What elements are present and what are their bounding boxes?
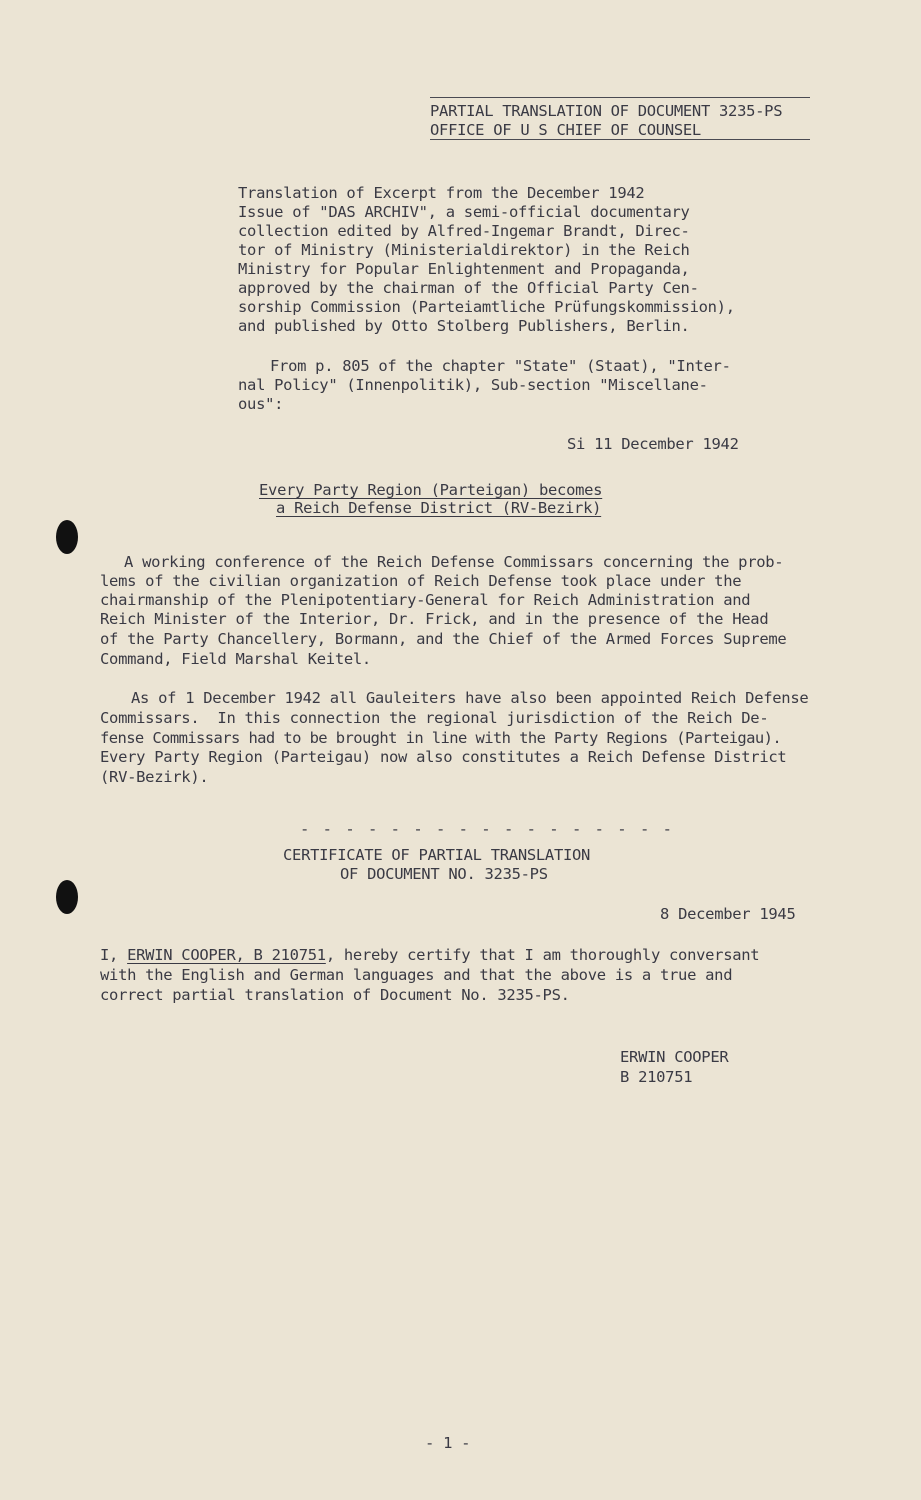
punch-hole-bottom [56, 880, 78, 914]
source-line: nal Policy" (Innenpolitik), Sub-section "Miscellane- [238, 376, 708, 394]
certificate-subtitle: OF DOCUMENT NO. 3235-PS [340, 865, 548, 883]
signature-name: ERWIN COOPER [620, 1048, 729, 1066]
intro-line: tor of Ministry (Ministerialdirektor) in the Reich [238, 241, 690, 259]
page-number: - 1 - [425, 1434, 471, 1452]
source-line: From p. 805 of the chapter "State" (Staat), "Inter- [270, 357, 731, 375]
intro-line: Ministry for Popular Enlightenment and Propaganda, [238, 260, 690, 278]
certificate-line [100, 946, 759, 966]
header-office: OFFICE OF U S CHIEF OF COUNSEL [430, 121, 701, 139]
body-line: Commissars. In this connection the regional jurisdiction of the Reich De- [100, 709, 769, 727]
certificate-line: with the English and German languages and that the above is a true and [100, 966, 733, 984]
certificate-suffix: , hereby certify that I am thoroughly conversant [325, 946, 760, 964]
intro-line: Translation of Excerpt from the December 1942 [238, 184, 645, 202]
body-line: lems of the civilian organization of Reich Defense took place under the [100, 572, 742, 590]
intro-line: approved by the chairman of the Official Party Cen- [238, 279, 699, 297]
header-title: PARTIAL TRANSLATION OF DOCUMENT 3235-PS [430, 102, 783, 120]
separator-dashes: - - - - - - - - - - - - - - - - - [300, 820, 674, 838]
certificate-prefix: I, [100, 946, 128, 964]
header-top-rule [430, 97, 810, 98]
header-bottom-rule [430, 139, 810, 140]
body-line: of the Party Chancellery, Bormann, and the Chief of the Armed Forces Supreme [100, 630, 787, 648]
intro-line: and published by Otto Stolberg Publishers, Berlin. [238, 317, 690, 335]
source-line: ous": [238, 395, 284, 413]
translator-name: ERWIN COOPER, B 210751 [127, 946, 326, 964]
certificate-title: CERTIFICATE OF PARTIAL TRANSLATION [283, 846, 591, 864]
body-line: (RV-Bezirk). [100, 768, 209, 786]
body-line: Command, Field Marshal Keitel. [100, 650, 371, 668]
body-line: A working conference of the Reich Defense Commissars concerning the prob- [124, 553, 784, 571]
article-title-line1: Every Party Region (Parteigan) becomes [259, 481, 603, 499]
body-line: As of 1 December 1942 all Gauleiters have also been appointed Reich Defense [131, 689, 809, 707]
punch-hole-top [56, 520, 78, 554]
certificate-date: 8 December 1945 [660, 905, 796, 923]
body-line: Reich Minister of the Interior, Dr. Frick, and in the presence of the Head [100, 610, 769, 628]
date-reference: Si 11 December 1942 [567, 435, 739, 453]
body-line: chairmanship of the Plenipotentiary-General for Reich Administration and [100, 591, 751, 609]
intro-line: Issue of "DAS ARCHIV", a semi-official documentary [238, 203, 690, 221]
certificate-line: correct partial translation of Document No. 3235-PS. [100, 986, 570, 1004]
article-title-line2: a Reich Defense District (RV-Bezirk) [276, 499, 602, 517]
body-line: fense Commissars had to be brought in line with the Party Regions (Parteigau). [100, 729, 782, 747]
intro-line: sorship Commission (Parteiamtliche Prüfungskommission), [238, 298, 735, 316]
signature-id: B 210751 [620, 1068, 693, 1086]
body-line: Every Party Region (Parteigau) now also constitutes a Reich Defense District [100, 748, 787, 766]
intro-line: collection edited by Alfred-Ingemar Brandt, Direc- [238, 222, 690, 240]
